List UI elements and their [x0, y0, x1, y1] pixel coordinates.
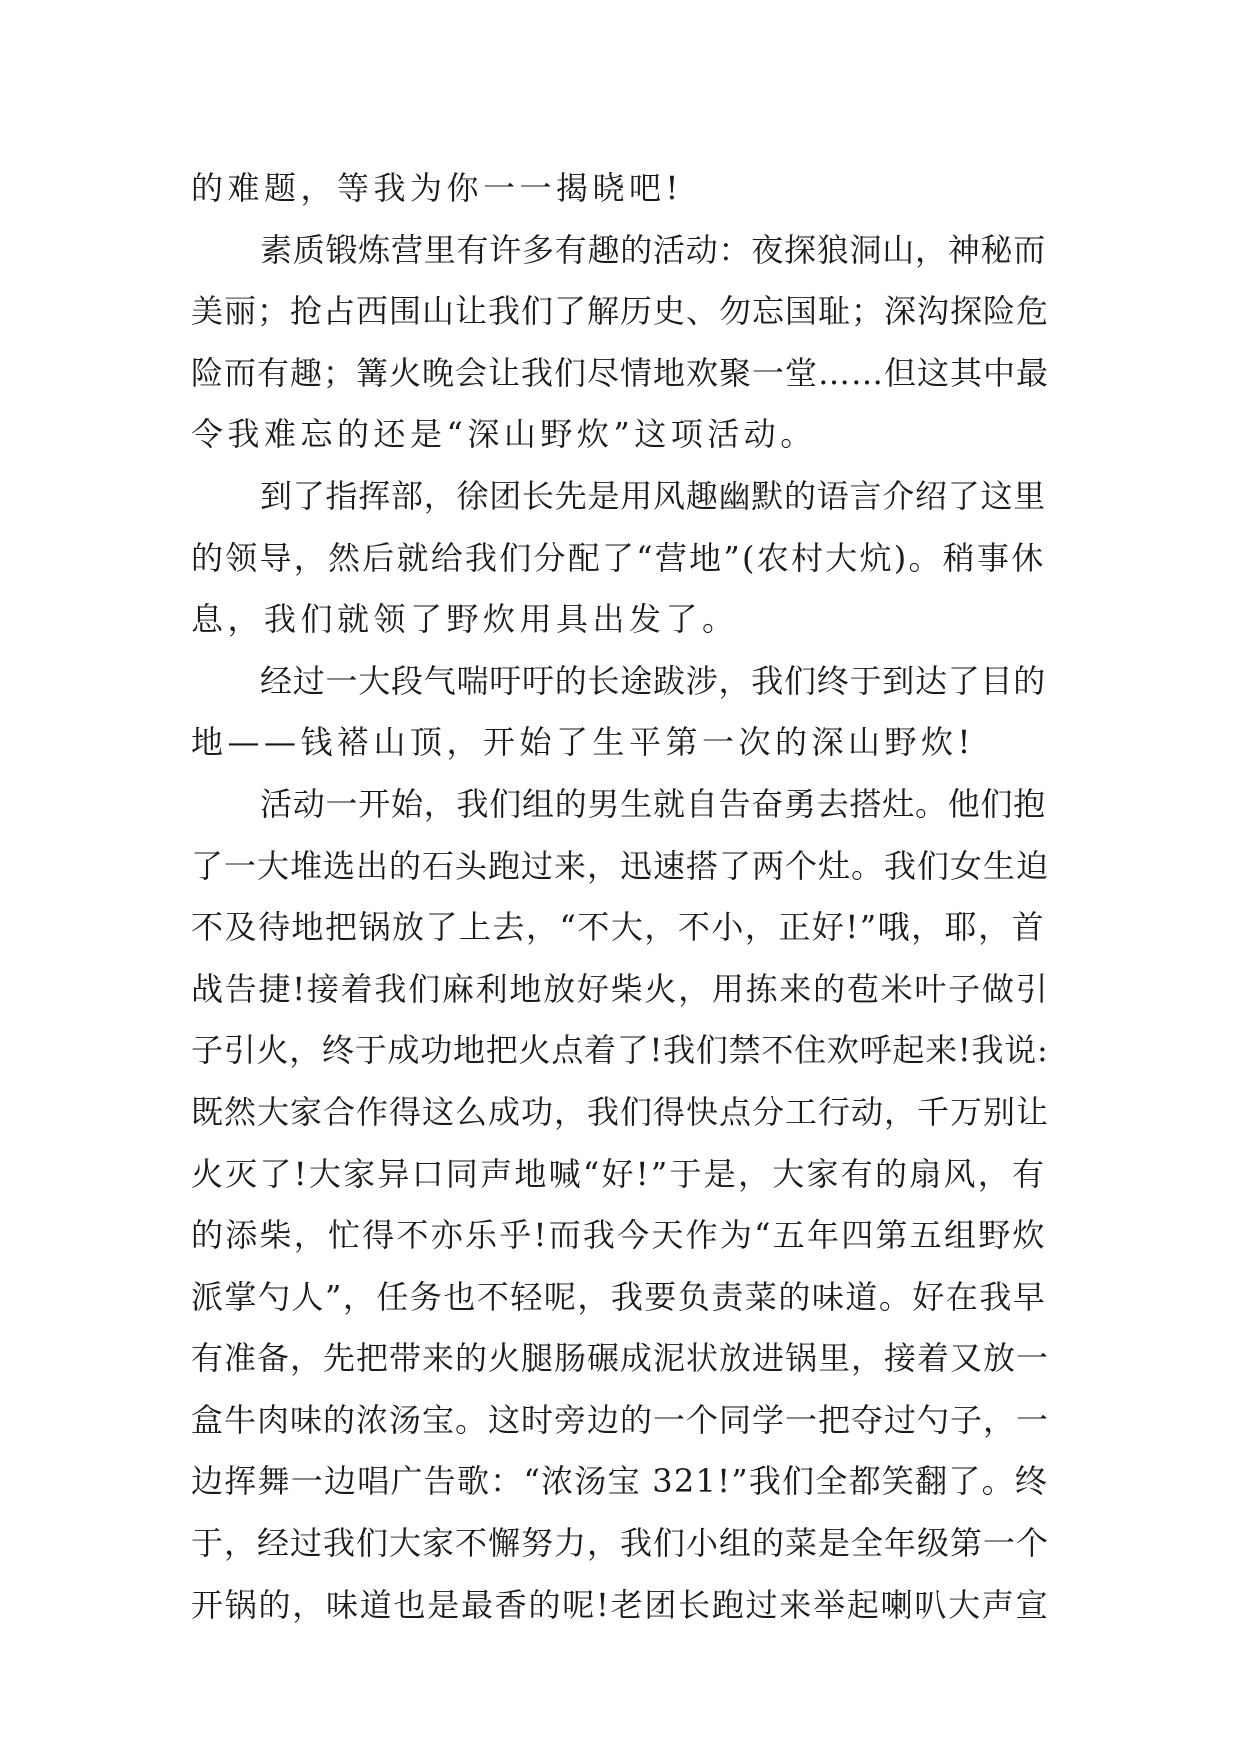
text-line: 派掌勺人”，任务也不轻呢，我要负责菜的味道。好在我早 — [191, 1277, 1047, 1316]
text-line: 的添柴，忙得不亦乐乎!而我今天作为“五年四第五组野炊 — [191, 1216, 1047, 1255]
text-line: 火灭了!大家异口同声地喊“好!”于是，大家有的扇风，有 — [191, 1154, 1047, 1193]
paragraph — [191, 466, 1051, 651]
paragraph — [191, 220, 1051, 466]
text-line: 到了指挥部，徐团长先是用风趣幽默的语言介绍了这里 — [260, 476, 1047, 515]
paragraph — [191, 651, 1051, 774]
text-line: 开锅的，味道也是最香的呢!老团长跑过来举起喇叭大声宣 — [191, 1585, 1050, 1624]
text-line: 活动一开始，我们组的男生就自告奋勇去搭灶。他们抱 — [260, 784, 1047, 823]
paragraph — [191, 774, 1051, 1636]
text-line: 息，我们就领了野炊用具出发了。 — [191, 600, 739, 639]
text-line: 素质锻炼营里有许多有趣的活动：夜探狼洞山，神秘而 — [260, 230, 1047, 269]
text-line: 险而有趣；篝火晚会让我们尽情地欢聚一堂……但这其中最 — [191, 353, 1050, 392]
text-line: 的难题，等我为你一一揭晓吧! — [191, 169, 683, 207]
text-line: 有准备，先把带来的火腿肠碾成泥状放进锅里，接着又放一 — [191, 1339, 1050, 1378]
text-line: 战告捷!接着我们麻利地放好柴火，用拣来的苞米叶子做引 — [191, 969, 1050, 1008]
paragraph — [191, 158, 1051, 220]
text-line: 经过一大段气喘吁吁的长途跋涉，我们终于到达了目的 — [260, 661, 1047, 700]
text-line: 地——钱褡山顶，开始了生平第一次的深山野炊! — [191, 723, 975, 762]
text-line: 不及待地把锅放了上去，“不大，不小，正好!”哦，耶，首 — [191, 908, 1046, 947]
text-line: 的领导，然后就给我们分配了“营地”(农村大炕)。稍事休 — [191, 538, 1046, 577]
text-line: 于，经过我们大家不懈努力，我们小组的菜是全年级第一个 — [191, 1524, 1050, 1563]
text-line: 盒牛肉味的浓汤宝。这时旁边的一个同学一把夺过勺子，一 — [191, 1400, 1050, 1439]
text-line: 边挥舞一边唱广告歌：“浓汤宝 321!”我们全都笑翻了。终 — [191, 1462, 1049, 1501]
text-line: 令我难忘的还是“深山野炊”这项活动。 — [191, 415, 817, 454]
text-line: 美丽；抢占西围山让我们了解历史、勿忘国耻；深沟探险危 — [191, 292, 1050, 331]
text-line: 子引火，终于成功地把火点着了!我们禁不住欢呼起来!我说: — [191, 1031, 1049, 1070]
text-line: 了一大堆选出的石头跑过来，迅速搭了两个灶。我们女生迫 — [191, 846, 1050, 885]
document-body — [191, 158, 1051, 1636]
text-line: 既然大家合作得这么成功，我们得快点分工行动，千万别让 — [191, 1092, 1050, 1131]
